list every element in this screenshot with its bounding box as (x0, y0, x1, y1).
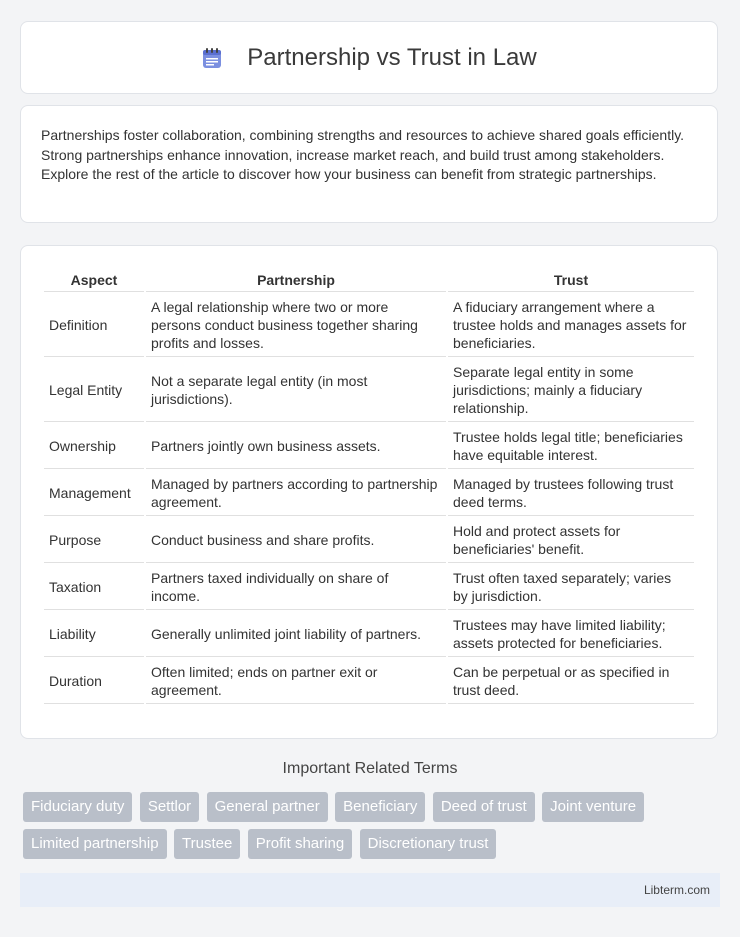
row-aspect: Ownership (44, 424, 144, 469)
row-trust: Trust often taxed separately; varies by jurisdiction. (448, 565, 694, 610)
tag-settlor[interactable]: Settlor (140, 792, 199, 822)
tag-fiduciary-duty[interactable]: Fiduciary duty (23, 792, 132, 822)
row-partnership: Partners jointly own business assets. (146, 424, 446, 469)
table-row (44, 518, 694, 563)
table-row (44, 565, 694, 610)
tag-profit-sharing[interactable]: Profit sharing (248, 829, 352, 859)
header-partnership: Partnership (146, 268, 446, 292)
row-aspect: Duration (44, 659, 144, 704)
row-aspect: Legal Entity (44, 359, 144, 422)
row-aspect: Liability (44, 612, 144, 657)
footer-brand-link[interactable]: Libterm.com (643, 883, 710, 897)
table-header-row (44, 268, 694, 292)
comparison-table-card (20, 245, 718, 739)
tag-beneficiary[interactable]: Beneficiary (335, 792, 425, 822)
tag-discretionary-trust[interactable]: Discretionary trust (360, 829, 497, 859)
row-trust: Hold and protect assets for beneficiaries' benefit. (448, 518, 694, 563)
row-trust: Trustee holds legal title; beneficiaries have equitable interest. (448, 424, 694, 469)
header-trust: Trust (448, 268, 694, 292)
row-trust: Separate legal entity in some jurisdictions; mainly a fiduciary relationship. (448, 359, 694, 422)
notepad-icon (201, 47, 223, 69)
tag-trustee[interactable]: Trustee (174, 829, 240, 859)
table-row (44, 612, 694, 657)
row-aspect: Management (44, 471, 144, 516)
tag-joint-venture[interactable]: Joint venture (542, 792, 644, 822)
footer (20, 873, 720, 907)
intro-card (20, 105, 718, 223)
row-trust: Can be perpetual or as specified in trust deed. (448, 659, 694, 704)
row-aspect: Definition (44, 294, 144, 357)
comparison-table (42, 266, 696, 706)
table-row (44, 424, 694, 469)
table-row (44, 294, 694, 357)
related-terms-tags (23, 792, 723, 866)
row-partnership: A legal relationship where two or more persons conduct business together sharing profits and losses. (146, 294, 446, 357)
table-row (44, 659, 694, 704)
table-row (44, 471, 694, 516)
tag-limited-partnership[interactable]: Limited partnership (23, 829, 167, 859)
row-partnership: Often limited; ends on partner exit or agreement. (146, 659, 446, 704)
row-partnership: Conduct business and share profits. (146, 518, 446, 563)
row-trust: Managed by trustees following trust deed terms. (448, 471, 694, 516)
row-partnership: Not a separate legal entity (in most jurisdictions). (146, 359, 446, 422)
row-trust: A fiduciary arrangement where a trustee holds and manages assets for beneficiaries. (448, 294, 694, 357)
intro-text: Partnerships foster collaboration, combining strengths and resources to achieve shared goals efficiently. Strong partnerships enhance innovation, increase market reach, and build trust among stakeholders. Explore the rest of the article to discover how your business can benefit from strategic partnerships. (41, 127, 685, 182)
page-title: Partnership vs Trust in Law (247, 43, 537, 71)
row-partnership: Managed by partners according to partnership agreement. (146, 471, 446, 516)
row-trust: Trustees may have limited liability; assets protected for beneficiaries. (448, 612, 694, 657)
header-card (20, 21, 718, 94)
related-terms-title: Important Related Terms (282, 760, 458, 777)
table-row (44, 359, 694, 422)
row-aspect: Taxation (44, 565, 144, 610)
tag-deed-of-trust[interactable]: Deed of trust (433, 792, 535, 822)
tag-general-partner[interactable]: General partner (207, 792, 328, 822)
row-aspect: Purpose (44, 518, 144, 563)
row-partnership: Generally unlimited joint liability of partners. (146, 612, 446, 657)
header-aspect: Aspect (44, 268, 144, 292)
row-partnership: Partners taxed individually on share of income. (146, 565, 446, 610)
